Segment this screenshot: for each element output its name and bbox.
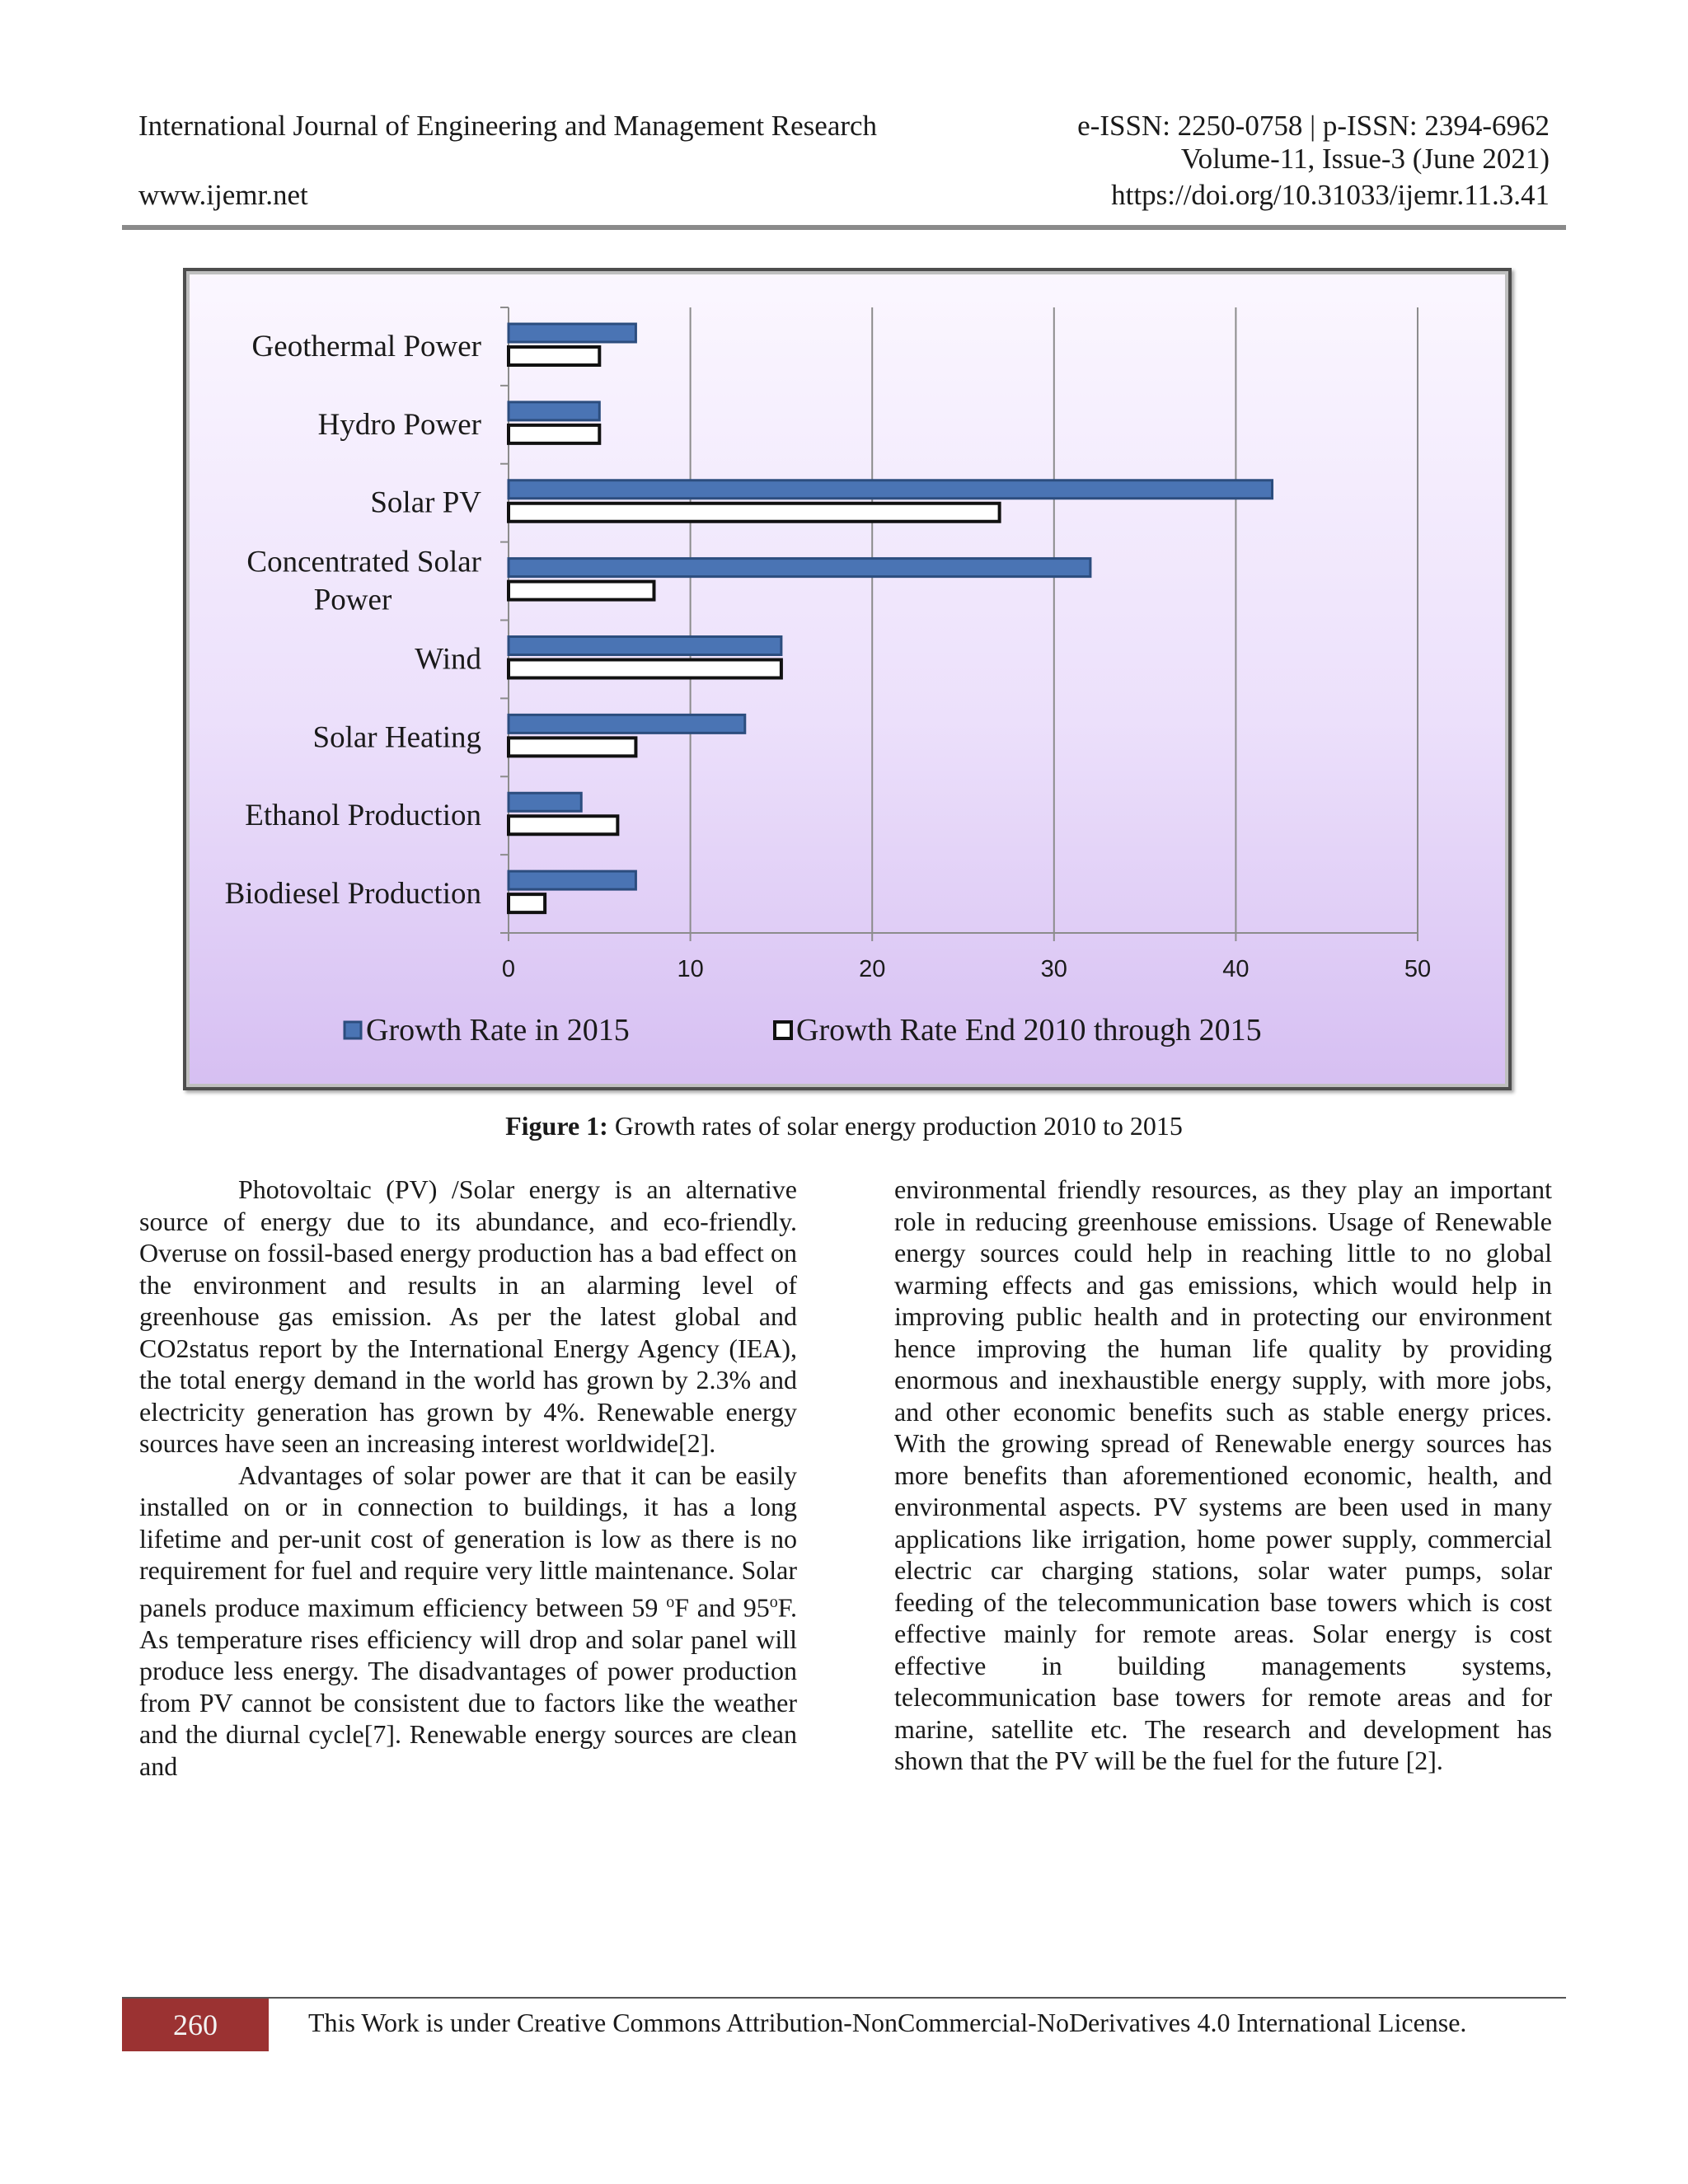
bar-growth-2015 <box>509 715 745 733</box>
legend-swatch-2010-2015 <box>775 1022 791 1038</box>
bar-growth-2015 <box>509 480 1273 499</box>
bar-growth-2010-2015 <box>509 660 781 678</box>
x-tick-label: 20 <box>859 956 886 982</box>
x-tick-label: 10 <box>677 956 704 982</box>
bar-growth-2010-2015 <box>509 504 1000 522</box>
legend-swatch-2015 <box>345 1022 361 1038</box>
legend-label-2015: Growth Rate in 2015 <box>366 1013 630 1047</box>
advantages-text-2: F and 95 <box>674 1592 770 1623</box>
bar-growth-2015 <box>509 871 635 889</box>
x-tick-label: 50 <box>1404 956 1432 982</box>
category-label: Concentrated Solar <box>246 545 481 579</box>
doi-link[interactable]: https://doi.org/10.31033/ijemr.11.3.41 <box>1111 179 1550 211</box>
category-label: Wind <box>415 642 481 677</box>
paragraph-continued: environmental friendly resources, as they play an important role in reducing greenhouse emissions. Usage of Renewable energy sources could help in reaching little to no global warming effects and gas emissions, which would help in improving public health and in protecting our environment hence improving the human life quality by providing enormous and inexhaustible energy supply, with more jobs, and other economic benefits such as stable energy prices. With the growing spread of Renewable energy sources has more benefits than aforementioned economic, health, and environmental aspects. PV systems are been used in many applications like irrigation, home power supply, commercial electric car charging stations, solar water pumps, solar feeding of the telecommunication base towers which is cost effective mainly for remote areas. Solar energy is cost effective in building managements systems, telecommunication base towers for remote areas and for marine, satellite etc. The research and development has shown that the PV will be the fuel for the future [2]. <box>894 1174 1552 1775</box>
bar-growth-2010-2015 <box>509 894 545 912</box>
paragraph-advantages <box>139 1460 797 1783</box>
header-rule <box>122 225 1566 230</box>
advantages-text-3: F. As temperature rises efficiency will drop and solar panel will produce less energy. The disadvantages of power production from PV cannot be consistent due to factors like the weather and the diurnal cycle[7]. Renewable energy sources are clean and <box>139 1592 797 1781</box>
category-label: Solar PV <box>370 485 481 520</box>
license-text: This Work is under Creative Commons Attribution-NonCommercial-NoDerivatives 4.0 International License. <box>308 2008 1467 2037</box>
bar-growth-2010-2015 <box>509 816 617 834</box>
category-label: Hydro Power <box>317 407 481 442</box>
legend-label-2010-2015: Growth Rate End 2010 through 2015 <box>796 1013 1262 1047</box>
figure-caption <box>0 1109 1688 1142</box>
bar-growth-2015 <box>509 637 781 655</box>
bar-growth-2010-2015 <box>509 347 599 365</box>
x-tick-label: 30 <box>1040 956 1067 982</box>
category-label: Power <box>313 583 392 617</box>
bar-growth-2015 <box>509 324 635 342</box>
left-column <box>139 1174 797 1782</box>
advantages-text-1: Advantages of solar power are that it can be easily installed on or in connection to buildings, it has a long lifetime and per-unit cost of generation is low as there is no requirement for fuel and require very little maintenance. Solar panels produce maximum efficiency between 59 <box>139 1460 797 1623</box>
page-number: 260 <box>122 1999 269 2051</box>
right-column <box>894 1174 1552 1777</box>
bar-growth-2010-2015 <box>509 738 635 756</box>
category-label: Geothermal Power <box>251 329 481 363</box>
x-tick-label: 0 <box>501 956 516 982</box>
figure-chart-frame <box>183 268 1512 1090</box>
volume-line: Volume-11, Issue-3 (June 2021) <box>1180 143 1550 175</box>
category-label: Ethanol Production <box>245 799 481 833</box>
bar-growth-2010-2015 <box>509 582 654 600</box>
figure-caption-text: Growth rates of solar energy production 2010 to 2015 <box>607 1111 1183 1141</box>
degree-mark-2: o <box>769 1592 778 1611</box>
bar-growth-2015 <box>509 793 581 811</box>
bar-growth-2015 <box>509 559 1090 577</box>
paragraph-intro: Photovoltaic (PV) /Solar energy is an alternative source of energy due to its abundance, and eco-friendly. Overuse on fossil-based energy production has a bad effect on the environment and results in an alarming level of greenhouse gas emission. As per the latest global and CO2status report by the International Energy Agency (IEA), the total energy demand in the world has grown by 2.3% and electricity generation has grown by 4%. Renewable energy sources have seen an increasing interest worldwide[2]. <box>139 1174 797 1458</box>
x-tick-label: 40 <box>1222 956 1250 982</box>
footer-rule <box>122 1997 1566 1999</box>
bar-chart <box>186 271 1508 1087</box>
category-label: Biodiesel Production <box>224 877 481 912</box>
bar-growth-2010-2015 <box>509 425 599 443</box>
journal-title: International Journal of Engineering and Management Research <box>138 110 878 142</box>
figure-label: Figure 1: <box>505 1111 608 1141</box>
issn-line: e-ISSN: 2250-0758 | p-ISSN: 2394-6962 <box>1077 110 1550 142</box>
journal-website[interactable]: www.ijemr.net <box>138 179 308 211</box>
degree-mark-1: o <box>666 1592 675 1611</box>
bar-growth-2015 <box>509 402 599 420</box>
category-label: Solar Heating <box>312 720 481 755</box>
